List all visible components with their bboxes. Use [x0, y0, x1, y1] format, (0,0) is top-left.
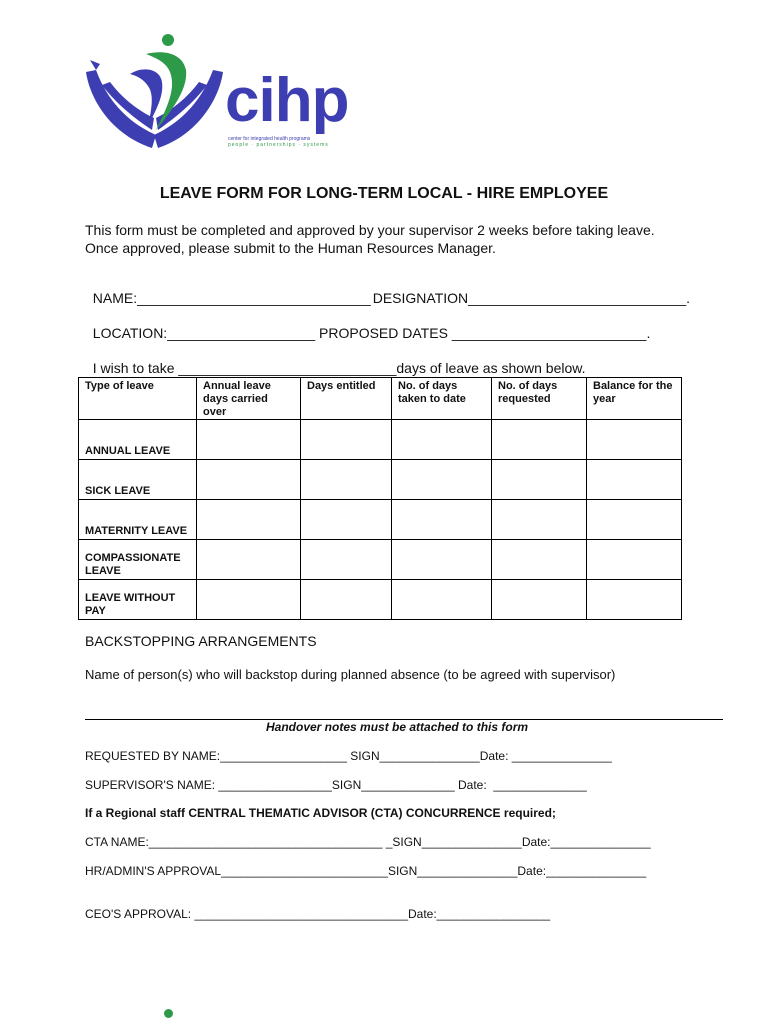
table-cell[interactable] [492, 580, 587, 620]
name-field[interactable]: ______________________________ [137, 290, 371, 306]
days-field[interactable]: ____________________________ [178, 360, 397, 376]
intro-line-2: Once approved, please submit to the Human Resources Manager. [85, 240, 496, 256]
location-field[interactable]: ___________________ [167, 325, 316, 341]
header-type: Type of leave [79, 378, 197, 420]
table-cell[interactable] [197, 460, 301, 500]
table-cell[interactable] [587, 580, 682, 620]
days-suffix: days of leave as shown below. [396, 360, 586, 376]
table-cell[interactable] [587, 540, 682, 580]
table-cell[interactable] [301, 580, 392, 620]
header-entitled: Days entitled [301, 378, 392, 420]
requested-by-row[interactable]: REQUESTED BY NAME:___________________ SIGN_______________Date: _______________ [85, 749, 612, 763]
cta-notice: If a Regional staff CENTRAL THEMATIC ADVISOR (CTA) CONCURRENCE required; [85, 806, 556, 820]
leave-table [78, 377, 682, 620]
table-cell[interactable] [197, 420, 301, 460]
header-requested: No. of days requested [492, 378, 587, 420]
days-prefix: I wish to take [92, 360, 179, 376]
form-title: LEAVE FORM FOR LONG-TERM LOCAL - HIRE EMPLOYEE [159, 185, 609, 202]
supervisor-row[interactable]: SUPERVISOR'S NAME: _________________SIGN______________ Date: ______________ [85, 778, 587, 792]
intro-line-1: This form must be completed and approved by your supervisor 2 weeks before taking leave. [85, 222, 655, 238]
green-dot-icon [164, 1009, 173, 1018]
row-label: ANNUAL LEAVE [79, 420, 197, 460]
table-cell[interactable] [197, 500, 301, 540]
table-cell[interactable] [492, 460, 587, 500]
hands-logo-icon [82, 30, 227, 152]
proposed-dates-field[interactable]: _________________________. [451, 325, 651, 341]
table-cell[interactable] [392, 420, 492, 460]
row-label: SICK LEAVE [79, 460, 197, 500]
table-row [79, 460, 682, 500]
table-cell[interactable] [392, 500, 492, 540]
location-label: LOCATION: [92, 325, 168, 341]
hr-approval-row[interactable]: HR/ADMIN'S APPROVAL_________________________SIGN_______________Date:_______________ [85, 864, 647, 878]
row-label: MATERNITY LEAVE [79, 500, 197, 540]
table-cell[interactable] [392, 580, 492, 620]
header-taken: No. of days taken to date [392, 378, 492, 420]
logo-tagline: people · partnerships · systems [228, 142, 329, 148]
logo-subtitle: center for integrated health programs [228, 136, 311, 142]
table-cell[interactable] [197, 540, 301, 580]
cta-row[interactable]: CTA NAME:___________________________________ _SIGN_______________Date:_______________ [85, 835, 651, 849]
table-cell[interactable] [301, 540, 392, 580]
location-row [85, 309, 650, 341]
table-cell[interactable] [492, 420, 587, 460]
logo-wordmark: cihp [225, 66, 349, 135]
row-label: LEAVE WITHOUT PAY [79, 580, 197, 620]
table-row [79, 500, 682, 540]
header-balance: Balance for the year [587, 378, 682, 420]
days-row [85, 344, 586, 376]
table-row [79, 580, 682, 620]
table-cell[interactable] [392, 460, 492, 500]
table-cell[interactable] [587, 460, 682, 500]
table-row [79, 420, 682, 460]
table-cell[interactable] [197, 580, 301, 620]
table-row [79, 540, 682, 580]
handover-note: Handover notes must be attached to this form [266, 720, 529, 734]
cihp-logo [82, 30, 372, 155]
table-cell[interactable] [301, 460, 392, 500]
table-header-row [79, 378, 682, 420]
table-cell[interactable] [587, 500, 682, 540]
backstopping-description: Name of person(s) who will backstop during planned absence (to be agreed with supervisor) [85, 667, 616, 682]
table-cell[interactable] [392, 540, 492, 580]
designation-label: DESIGNATION [372, 290, 469, 306]
ceo-approval-row[interactable]: CEO'S APPROVAL: ________________________________Date:_________________ [85, 907, 551, 921]
header-carried-over: Annual leave days carried over [197, 378, 301, 420]
backstopping-heading: BACKSTOPPING ARRANGEMENTS [85, 633, 317, 649]
proposed-dates-label: PROPOSED DATES [319, 325, 448, 341]
table-cell[interactable] [301, 500, 392, 540]
table-cell[interactable] [492, 500, 587, 540]
designation-field[interactable]: ____________________________. [468, 290, 691, 306]
table-cell[interactable] [587, 420, 682, 460]
table-cell[interactable] [301, 420, 392, 460]
name-label: NAME: [92, 290, 138, 306]
table-cell[interactable] [492, 540, 587, 580]
row-label: COMPASSIONATE LEAVE [79, 540, 197, 580]
name-row [85, 274, 690, 306]
